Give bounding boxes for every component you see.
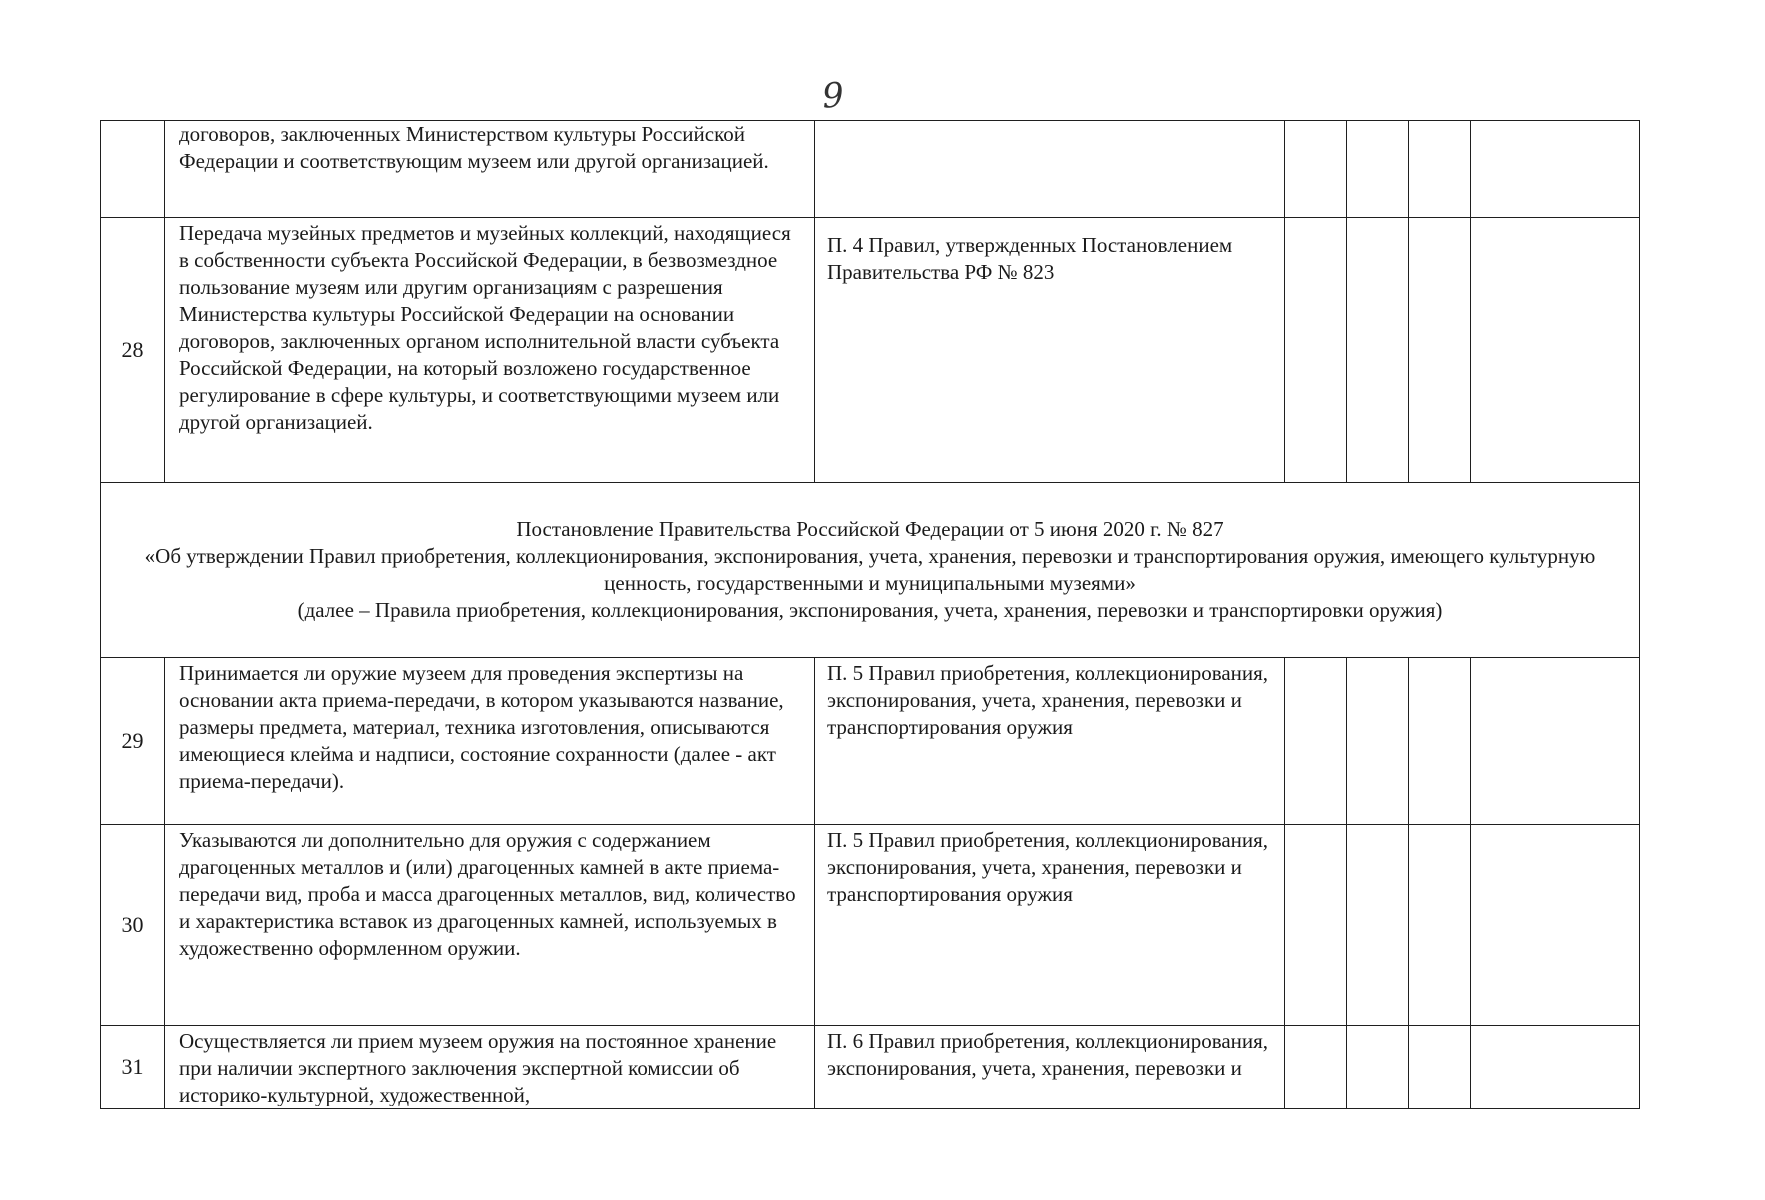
section-row — [101, 483, 1640, 658]
checklist-table — [100, 120, 1640, 1109]
answer-yes-cell — [1285, 1026, 1347, 1109]
basis-cell — [815, 218, 1285, 483]
section-title: Постановление Правительства Российской Федерации от 5 июня 2020 г. № 827 — [516, 517, 1224, 541]
basis-text: П. 4 Правил, утвержденных Постановлением Правительства РФ № 823 — [827, 233, 1233, 284]
question-text: Указываются ли дополнительно для оружия с содержанием драгоценных металлов и (или) драгоценных камней в акте приема-передачи вид, проба и масса драгоценных металлов, вид, количество и характеристика вставок из драгоценных камней, используемых в художественно оформленном оружии. — [179, 828, 796, 960]
row-number-cell — [101, 218, 165, 483]
row-number-cell — [101, 825, 165, 1026]
section-heading-cell — [101, 483, 1640, 658]
question-text: Передача музейных предметов и музейных коллекций, находящиеся в собственности субъекта Российской Федерации, в безвозмездное пользование музеям или другим организациям с разрешения Министерства культуры Российской Федерации на основании договоров, заключенных органом исполнительной власти субъекта Российской Федерации, на который возложено государственное регулирование в сфере культуры, и соответствующими музеем или другой организацией. — [179, 221, 791, 434]
basis-cell — [815, 658, 1285, 825]
answer-yes-cell — [1285, 825, 1347, 1026]
notes-cell — [1471, 218, 1640, 483]
basis-text: П. 5 Правил приобретения, коллекционирования, экспонирования, учета, хранения, перевозки и транспортирования оружия — [827, 661, 1269, 739]
answer-no-cell — [1347, 121, 1409, 218]
row-number: 30 — [121, 912, 144, 937]
notes-cell — [1471, 825, 1640, 1026]
row-number: 31 — [121, 1054, 144, 1079]
row-number: 29 — [121, 728, 144, 753]
answer-no-cell — [1347, 658, 1409, 825]
question-cell — [165, 825, 815, 1026]
table-row — [101, 121, 1640, 218]
table-row — [101, 218, 1640, 483]
answer-na-cell — [1409, 121, 1471, 218]
question-cell — [165, 121, 815, 218]
question-text: Принимается ли оружие музеем для проведения экспертизы на основании акта приема-передачи, в котором указываются название, размеры предмета, материал, техника изготовления, описываются имеющиеся клейма и надписи, состояние сохранности (далее - акт приема-передачи). — [179, 661, 784, 793]
table-row — [101, 825, 1640, 1026]
basis-cell — [815, 825, 1285, 1026]
answer-na-cell — [1409, 825, 1471, 1026]
answer-no-cell — [1347, 825, 1409, 1026]
notes-cell — [1471, 121, 1640, 218]
answer-na-cell — [1409, 658, 1471, 825]
row-number-cell — [101, 121, 165, 218]
question-text: Осуществляется ли прием музеем оружия на постоянное хранение при наличии экспертного заключения экспертной комиссии об историко-культурной, художественной, — [179, 1029, 777, 1106]
notes-cell — [1471, 658, 1640, 825]
notes-cell — [1471, 1026, 1640, 1109]
answer-no-cell — [1347, 1026, 1409, 1109]
basis-cell — [815, 1026, 1285, 1109]
page-number: 9 — [820, 75, 846, 117]
answer-yes-cell — [1285, 121, 1347, 218]
row-number: 28 — [121, 337, 144, 362]
table-row — [101, 658, 1640, 825]
row-number-cell — [101, 658, 165, 825]
answer-yes-cell — [1285, 658, 1347, 825]
question-cell — [165, 1026, 815, 1109]
answer-na-cell — [1409, 218, 1471, 483]
basis-cell — [815, 121, 1285, 218]
question-cell — [165, 658, 815, 825]
answer-yes-cell — [1285, 218, 1347, 483]
table-row — [101, 1026, 1640, 1109]
answer-na-cell — [1409, 1026, 1471, 1109]
section-note: (далее – Правила приобретения, коллекционирования, экспонирования, учета, хранения, перевозки и транспортировки оружия) — [297, 598, 1443, 622]
question-cell — [165, 218, 815, 483]
section-subtitle: «Об утверждении Правил приобретения, коллекционирования, экспонирования, учета, хранения, перевозки и транспортирования оружия, имеющего культурную ценность, государственными и муниципальными музеями» — [144, 544, 1596, 595]
basis-text: П. 5 Правил приобретения, коллекционирования, экспонирования, учета, хранения, перевозки и транспортирования оружия — [827, 828, 1269, 906]
question-text: договоров, заключенных Министерством культуры Российской Федерации и соответствующим музеем или другой организацией. — [179, 122, 769, 173]
answer-no-cell — [1347, 218, 1409, 483]
row-number-cell — [101, 1026, 165, 1109]
basis-text: П. 6 Правил приобретения, коллекционирования, экспонирования, учета, хранения, перевозки и — [827, 1029, 1269, 1080]
